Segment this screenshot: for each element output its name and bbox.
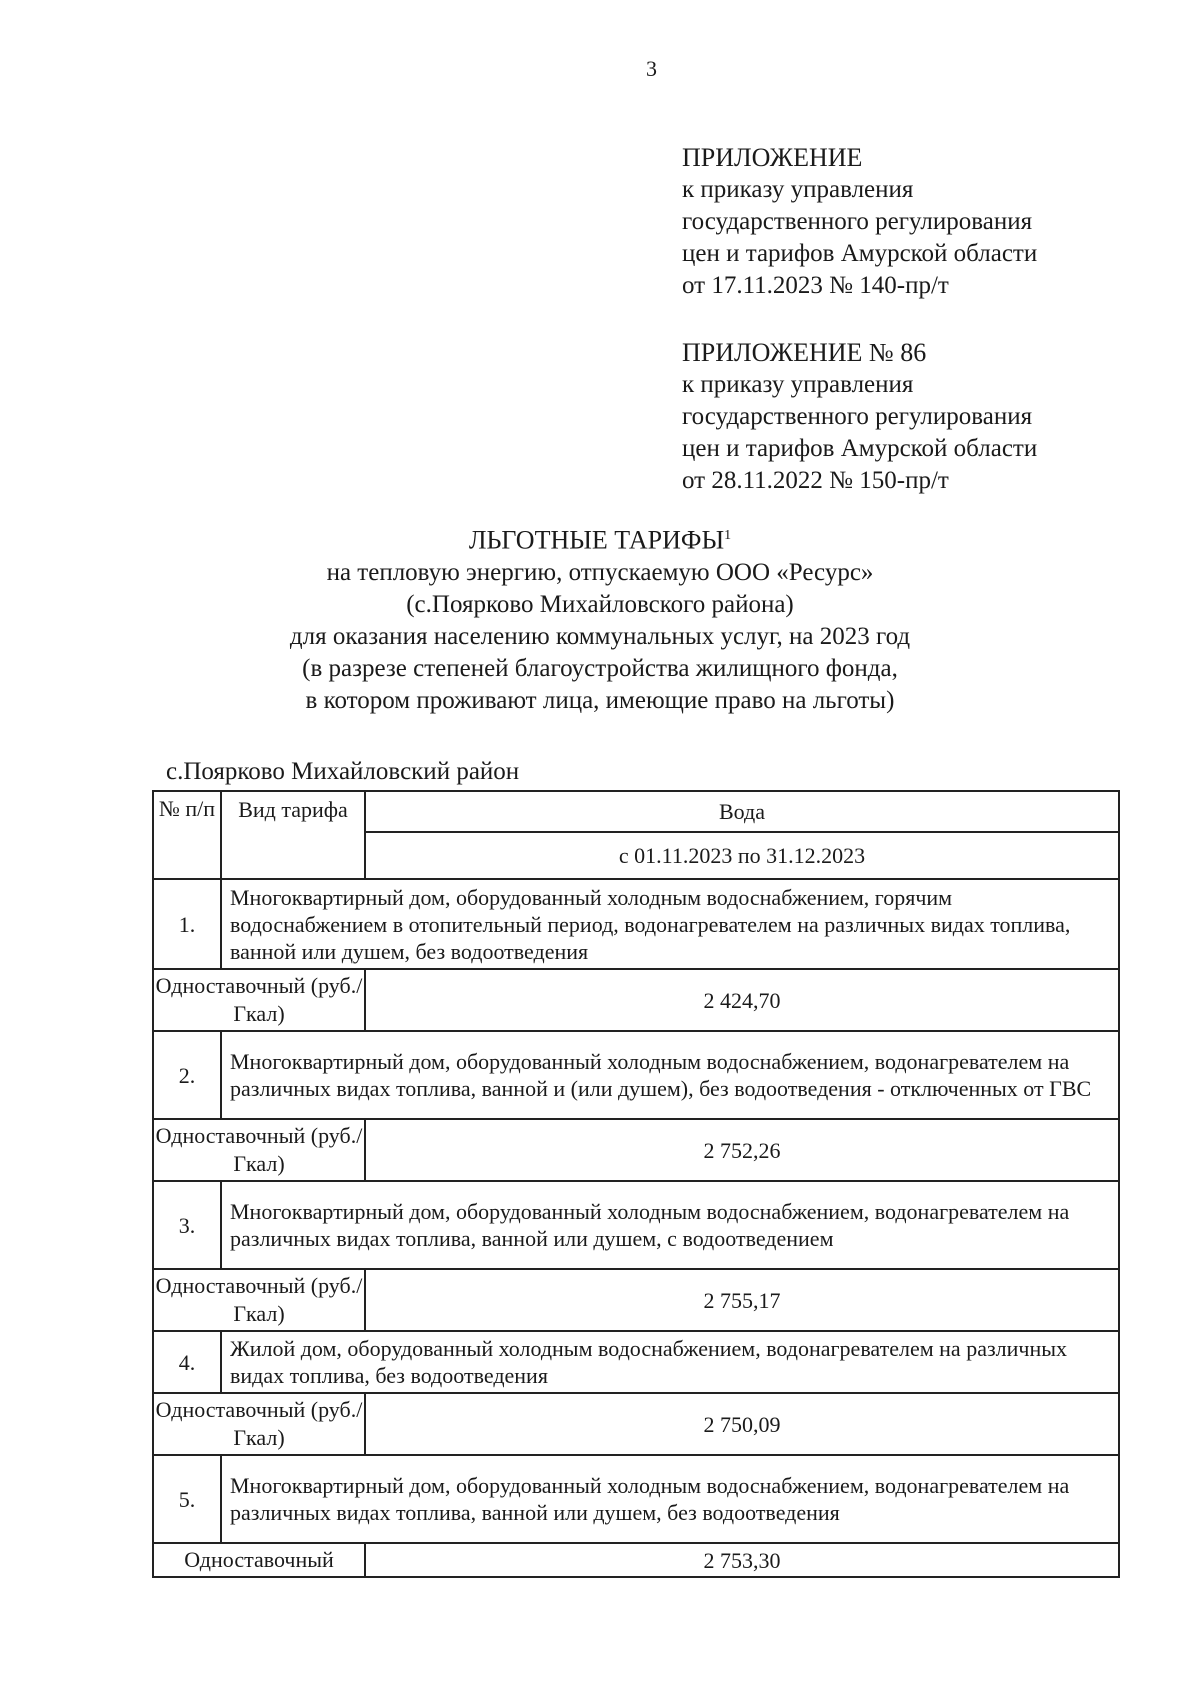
appendix-line: цен и тарифов Амурской области <box>682 240 1038 267</box>
appendix-line: от 28.11.2022 № 150-пр/т <box>682 467 949 494</box>
table-row <box>153 1031 1119 1119</box>
appendix-line: государственного регулирования <box>682 403 1033 430</box>
rate-value: 2 753,30 <box>365 1543 1119 1577</box>
title-line: в котором проживают лица, имеющие право на льготы) <box>305 686 895 714</box>
header-num: № п/п <box>153 791 221 879</box>
appendix-original-block <box>682 337 1037 497</box>
appendix-line: к приказу управления <box>682 371 914 398</box>
rate-value: 2 750,09 <box>365 1393 1119 1455</box>
title-line: (в разрезе степеней благоустройства жилищного фонда, <box>302 654 898 682</box>
table-header-row <box>153 791 1119 832</box>
header-period: с 01.11.2023 по 31.12.2023 <box>365 832 1119 879</box>
table-row <box>153 1393 1119 1455</box>
location-caption: с.Поярково Михайловский район <box>166 758 520 785</box>
table-row <box>153 1543 1119 1577</box>
row-number: 2. <box>153 1031 221 1119</box>
appendix-line: к приказу управления <box>682 176 914 203</box>
table-row <box>153 1181 1119 1269</box>
tariff-table <box>152 790 1120 1578</box>
rate-value: 2 755,17 <box>365 1269 1119 1331</box>
rate-label: Одноставочный (руб./Гкал) <box>153 1393 365 1455</box>
table-row <box>153 1119 1119 1181</box>
header-water: Вода <box>365 791 1119 832</box>
appendix-heading: ПРИЛОЖЕНИЕ № 86 <box>682 338 927 367</box>
title-line: на тепловую энергию, отпускаемую ООО «Ресурс» <box>326 558 874 586</box>
appendix-line: от 17.11.2023 № 140-пр/т <box>682 272 949 299</box>
row-description: Многоквартирный дом, оборудованный холодным водоснабжением, водонагревателем на различных видах топлива, ванной или душем, с водоотведением <box>221 1181 1119 1269</box>
rate-value: 2 424,70 <box>365 969 1119 1031</box>
row-description: Многоквартирный дом, оборудованный холодным водоснабжением, водонагревателем на различных видах топлива, ванной или душем, без водоотведения <box>221 1455 1119 1543</box>
rate-label: Одноставочный (руб./Гкал) <box>153 1269 365 1331</box>
header-tariff-kind: Вид тарифа <box>221 791 365 879</box>
row-number: 4. <box>153 1331 221 1393</box>
table-row <box>153 969 1119 1031</box>
row-description: Жилой дом, оборудованный холодным водоснабжением, водонагревателем на различных видах топлива, без водоотведения <box>221 1331 1119 1393</box>
appendix-line: государственного регулирования <box>682 208 1033 235</box>
appendix-current-block <box>682 142 1037 302</box>
row-description: Многоквартирный дом, оборудованный холодным водоснабжением, водонагревателем на различных видах топлива, ванной и (или душем), без водоотведения - отключенных от ГВС <box>221 1031 1119 1119</box>
row-description: Многоквартирный дом, оборудованный холодным водоснабжением, горячим водоснабжением в отопительный период, водонагревателем на различных видах топлива, ванной или душем, без водоотведения <box>221 879 1119 969</box>
document-title-block <box>0 520 1200 717</box>
rate-value: 2 752,26 <box>365 1119 1119 1181</box>
appendix-heading: ПРИЛОЖЕНИЕ <box>682 143 863 172</box>
row-number: 1. <box>153 879 221 969</box>
page-number: 3 <box>646 56 657 81</box>
row-number: 3. <box>153 1181 221 1269</box>
table-row <box>153 1331 1119 1393</box>
row-number: 5. <box>153 1455 221 1543</box>
footnote-mark: 1 <box>724 528 732 543</box>
appendix-line: цен и тарифов Амурской области <box>682 435 1038 462</box>
title-line: для оказания населению коммунальных услуг, на 2023 год <box>289 622 911 650</box>
rate-label: Одноставочный (руб./Гкал) <box>153 969 365 1031</box>
table-row <box>153 1269 1119 1331</box>
title-line: (с.Поярково Михайловского района) <box>406 590 794 618</box>
title-heading: ЛЬГОТНЫЕ ТАРИФЫ <box>468 525 725 555</box>
rate-label: Одноставочный (руб./Гкал) <box>153 1119 365 1181</box>
table-row <box>153 1455 1119 1543</box>
rate-label: Одноставочный <box>153 1543 365 1577</box>
table-row <box>153 879 1119 969</box>
document-title <box>0 520 1200 557</box>
